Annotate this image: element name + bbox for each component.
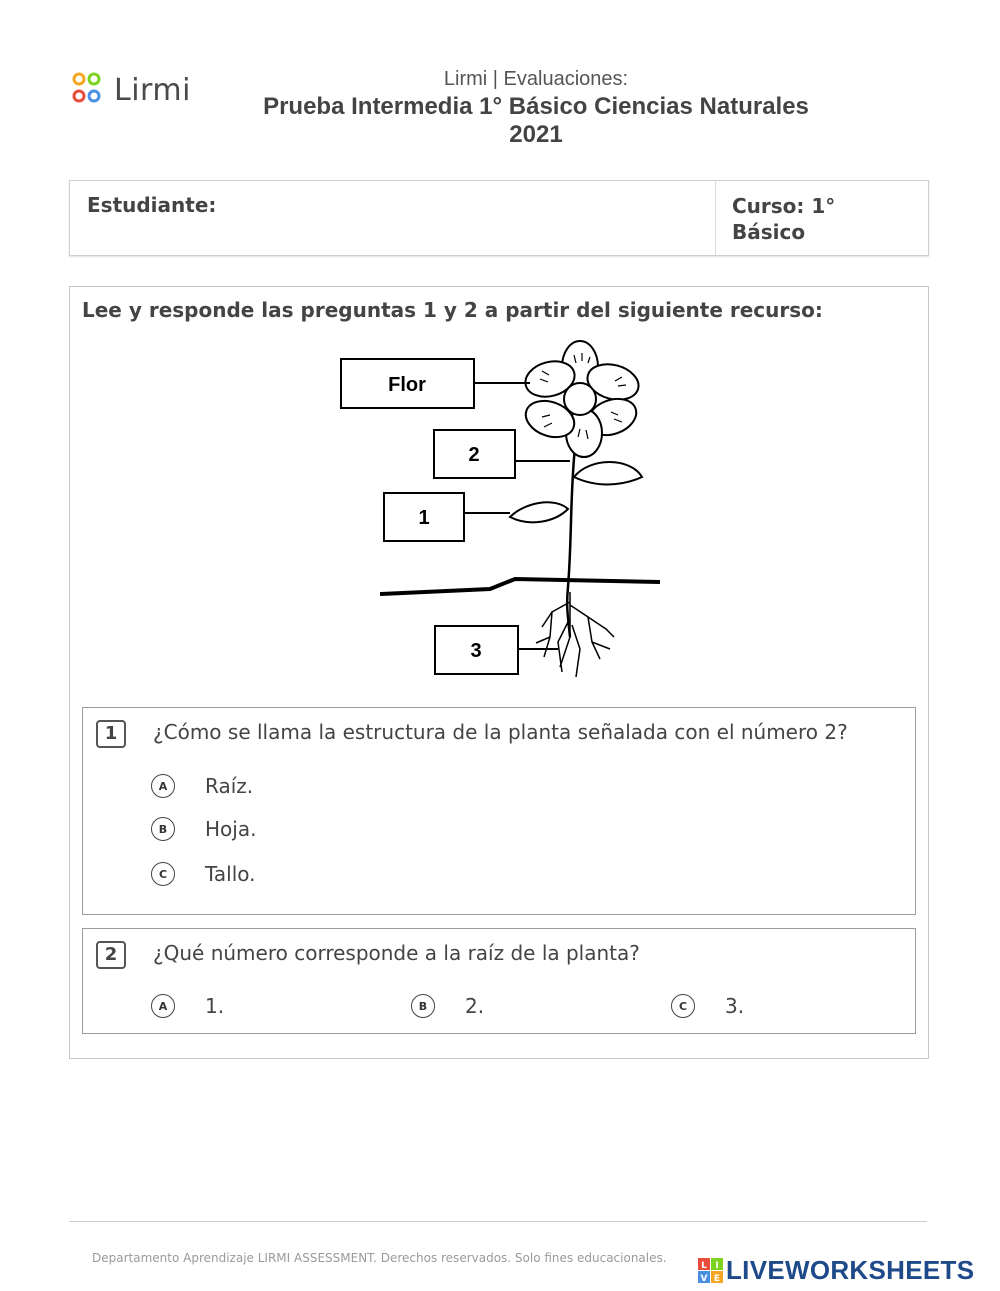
student-info-box: [69, 180, 929, 256]
option-b-bubble[interactable]: B: [151, 817, 175, 841]
option-b-text: Hoja.: [205, 817, 257, 841]
label-1: 1: [418, 507, 430, 529]
ground-line: [380, 579, 660, 594]
svg-text:E: E: [713, 1273, 721, 1284]
option-c-bubble[interactable]: C: [671, 994, 695, 1018]
lirmi-logo-icon: [72, 72, 108, 108]
question-text: ¿Qué número corresponde a la raíz de la planta?: [153, 941, 640, 965]
svg-text:L: L: [701, 1260, 707, 1271]
roots: [536, 592, 614, 677]
footer-divider: [69, 1221, 927, 1222]
liveworksheets-watermark: [698, 1255, 974, 1286]
label-2: 2: [468, 444, 480, 466]
page-title: Prueba Intermedia 1° Básico Ciencias Naturales 2021: [263, 93, 809, 148]
svg-text:V: V: [700, 1273, 708, 1284]
info-divider: [715, 181, 716, 255]
stem: [567, 447, 575, 637]
liveworksheets-text: LIVEWORKSHEETS: [726, 1255, 975, 1285]
footer-copyright: Departamento Aprendizaje LIRMI ASSESSMENT. Derechos reservados. Solo fines educacionales.: [92, 1251, 667, 1265]
option-c-text: 3.: [725, 994, 745, 1018]
option-c[interactable]: [671, 994, 744, 1018]
question-number: 2: [96, 941, 126, 969]
instructions: Lee y responde las preguntas 1 y 2 a partir del siguiente recurso:: [82, 298, 823, 322]
question-1: [82, 707, 916, 915]
svg-text:I: I: [715, 1260, 719, 1271]
liveworksheets-logo-icon: [698, 1258, 724, 1284]
question-2: [82, 928, 916, 1034]
option-a-text: 1.: [205, 994, 225, 1018]
header-subtitle: Lirmi | Evaluaciones:: [443, 68, 629, 90]
option-a-bubble[interactable]: A: [151, 994, 175, 1018]
question-text: ¿Cómo se llama la estructura de la planta señalada con el número 2?: [153, 720, 848, 744]
option-a[interactable]: [151, 774, 253, 798]
lirmi-logo: [72, 72, 191, 108]
question-number: 1: [96, 720, 126, 748]
option-b[interactable]: [411, 994, 484, 1018]
leaf-left: [510, 502, 568, 522]
label-3: 3: [470, 640, 482, 662]
option-c-text: Tallo.: [205, 862, 256, 886]
logo-text: Lirmi: [114, 72, 191, 108]
option-a-bubble[interactable]: A: [151, 774, 175, 798]
course-label: Curso: 1° Básico: [732, 194, 836, 244]
option-a[interactable]: [151, 994, 224, 1018]
page-header: [240, 68, 832, 149]
leaf-right: [574, 462, 642, 485]
option-c-bubble[interactable]: C: [151, 862, 175, 886]
plant-diagram: [330, 337, 740, 687]
option-c[interactable]: [151, 862, 256, 886]
question-panel: [69, 286, 929, 1059]
label-flor: Flor: [388, 374, 426, 396]
option-a-text: Raíz.: [205, 774, 254, 798]
option-b-text: 2.: [465, 994, 485, 1018]
option-b[interactable]: [151, 817, 256, 841]
option-b-bubble[interactable]: B: [411, 994, 435, 1018]
student-label: Estudiante:: [87, 193, 217, 217]
